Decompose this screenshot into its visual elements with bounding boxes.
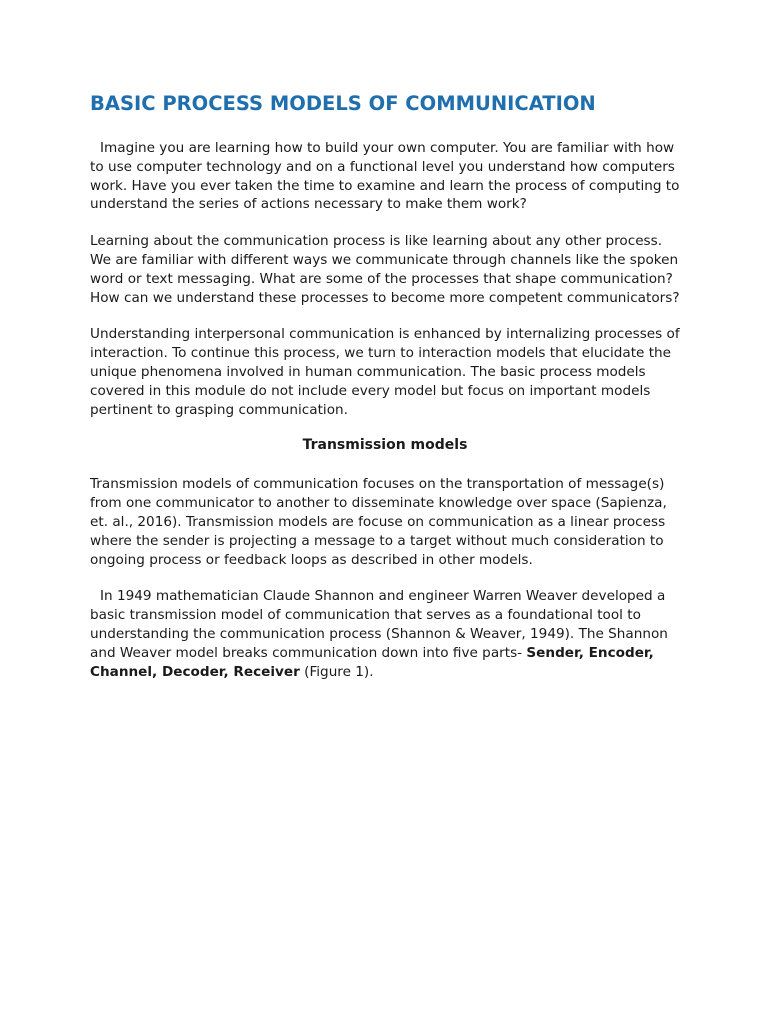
section-heading-transmission-models: Transmission models [302,437,468,454]
interpersonal-paragraph: Understanding interpersonal communication is enhanced by internalizing processes of interaction. To continue this process, we turn to interaction models that elucidate the unique phenomena involved in human communication. The basic process models covered in this module do not include every model but focus on important models pertinent to grasping communication. [90,326,680,418]
page-title: BASIC PROCESS MODELS OF COMMUNICATION [90,92,596,115]
transmission-paragraph: Transmission models of communication focuses on the transportation of message(s) from one communicator to another to disseminate knowledge over space (Sapienza, et. al., 2016). Transmission models are focuse on communication as a linear process where the sender is projecting a message to a target without much consideration to ongoing process or feedback loops as described in other models. [90,476,667,568]
document-page [90,92,680,699]
intro-paragraph: Imagine you are learning how to build your own computer. You are familiar with how to use computer technology and on a functional level you understand how computers work. Have you ever taken the time to examine and learn the process of computing to understand the series of actions necessary to make them work? [90,140,680,213]
communication-process-paragraph: Learning about the communication process is like learning about any other process. We are familiar with different ways we communicate through channels like the spoken word or text messaging. What are some of the processes that shape communication? How can we understand these processes to become more competent communicators? [90,233,680,306]
five-parts-list: Sender, Encoder, Channel, Decoder, Receiver [90,644,654,680]
shannon-weaver-text: In 1949 mathematician Claude Shannon and engineer Warren Weaver developed a basic transmission model of communication that serves as a foundational tool to understanding the communication process (Shannon & Weaver, 1949). The Shannon and Weaver model breaks communication down into five parts- [90,588,668,661]
shannon-weaver-paragraph [90,587,680,681]
figure-reference: (Figure 1). [299,663,374,680]
